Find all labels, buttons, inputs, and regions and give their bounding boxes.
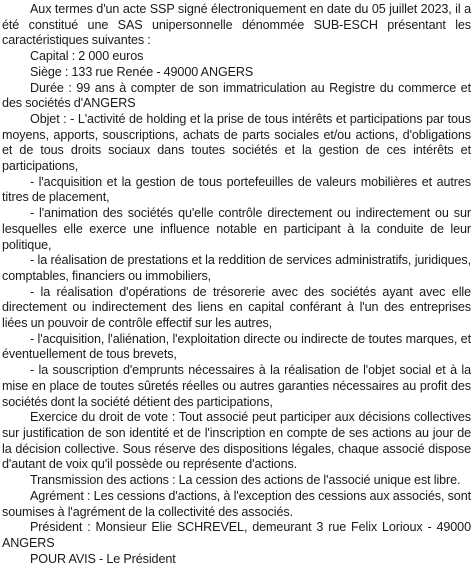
notice-objet-item-animation: - l'animation des sociétés qu'elle contrôle directement ou indirectement ou sur lesquelles elle exerce une influence notable en participant à la conduite de leur politique,: [2, 206, 471, 252]
notice-duree: Durée : 99 ans à compter de son immatriculation au Registre du commerce et des sociétés d'ANGERS: [2, 80, 471, 111]
notice-objet-item-emprunts: - la souscription d'emprunts nécessaires à la réalisation de l'objet social et à la mise en place de toutes sûretés réelles ou autres garanties nécessaires au profit des sociétés dont la société détient des participations,: [2, 363, 471, 409]
notice-droit-de-vote: Exercice du droit de vote : Tout associé peut participer aux décisions collectives sur justification de son identité et de l'inscription en compte de ses actions au jour de la décision collective. Sous réserve des dispositions légales, chaque associé dispose d'autant de voix qu'il possède ou représente d'actions.: [2, 410, 471, 472]
notice-signature: POUR AVIS - Le Président: [30, 551, 176, 566]
notice-objet-item-portefeuilles: - l'acquisition et la gestion de tous portefeuilles de valeurs mobilières et autres titres de placement,: [2, 174, 471, 205]
notice-objet-item-marques: - l'acquisition, l'aliénation, l'exploitation directe ou indirecte de toutes marques, et éventuellement de tous brevets,: [2, 331, 471, 362]
notice-agrement: Agrément : Les cessions d'actions, à l'exception des cessions aux associés, sont soumises à l'agrément de la collectivité des associés.: [2, 488, 471, 519]
notice-objet-item-prestations: - la réalisation de prestations et la reddition de services administratifs, juridiques, comptables, financiers ou immobiliers,: [2, 253, 471, 283]
notice-objet-item-tresorerie: - la réalisation d'opérations de trésorerie avec des sociétés ayant avec elle directement ou indirectement des liens en capital conférant à l'un des entreprises liées un pouvoir de contrôle effectif sur les autres,: [2, 284, 471, 331]
notice-transmission: Transmission des actions : La cession des actions de l'associé unique est libre.: [30, 473, 461, 488]
notice-intro: Aux termes d'un acte SSP signé électroniquement en date du 05 juillet 2023, il a été constitué une SAS unipersonnelle dénommée SUB-ESCH présentant les caractéristiques suivantes :: [2, 2, 471, 48]
notice-capital: Capital : 2 000 euros: [30, 49, 144, 64]
notice-objet: Objet : - L'activité de holding et la prise de tous intérêts et participations par tous moyens, apports, souscriptions, achats de parts sociales et/ou actions, d'obligations et de tous droits sociaux dans toutes sociétés et la gestion de ces intérêts et participations,: [2, 111, 471, 174]
notice-siege: Siège : 133 rue Renée - 49000 ANGERS: [30, 64, 254, 79]
notice-president: Président : Monsieur Elie SCHREVEL, demeurant 3 rue Felix Lorioux - 49000 ANGERS: [2, 520, 471, 550]
